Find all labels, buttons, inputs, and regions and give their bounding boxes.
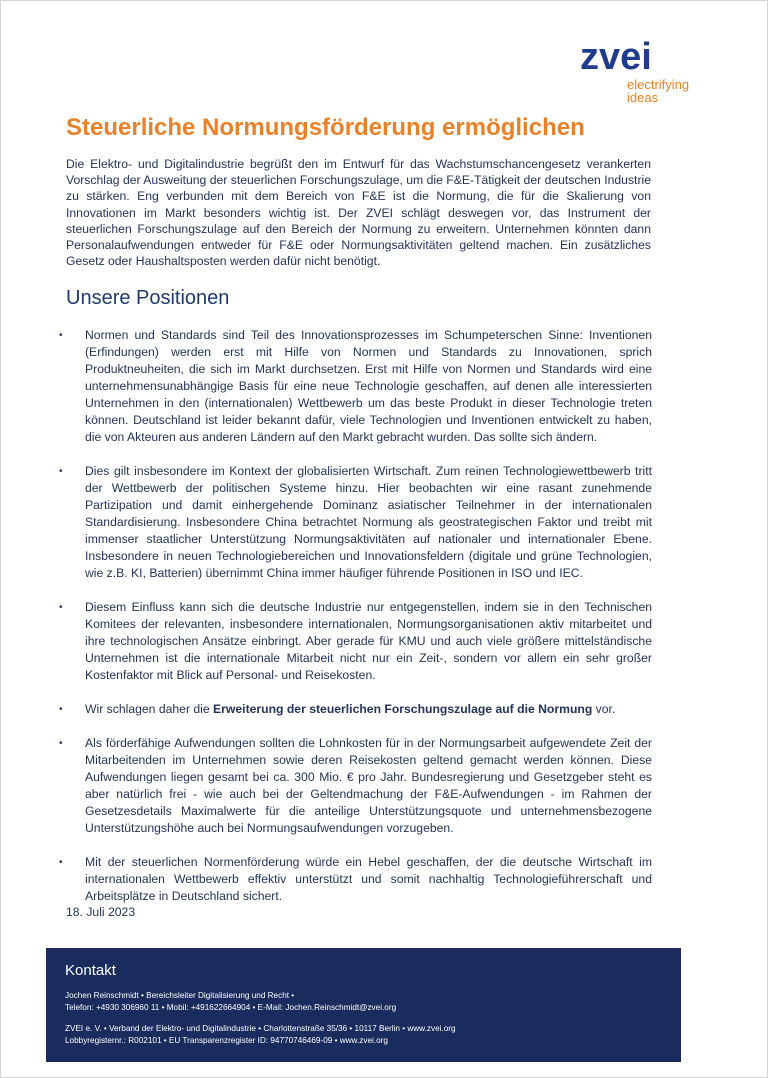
position-text: Diesem Einfluss kann sich die deutsche Industrie nur entgegenstellen, indem sie in den Technischen Komitees der relevanten, insbesondere internationalen, Normungsorganisationen aktiv mitarbeitet und ihre technologischen Ansätze einbringt. Aber gerade für KMU und auch viele größere mittelständische Unternehmen ist die internationale Mitarbeit nicht nur ein Zeit-, sondern vor allem ein sehr großer Kostenfaktor mit Blick auf Personal- und Reisekosten.: [85, 600, 652, 682]
position-item: [56, 854, 652, 905]
position-text: Als förderfähige Aufwendungen sollten die Lohnkosten für in der Normungsarbeit aufgewendete Zeit der Mitarbeitenden im Unternehmen sowie deren Reisekosten geltend gemacht werden können. Diese Aufwendungen liegen gesamt bei ca. 300 Mio. € pro Jahr. Bundesregierung und Gesetzgeber steht es aber natürlich frei - wie auch bei der Geltendmachung der F&E-Aufwendungen - im Rahmen der Gesetzesdetails Maximalwerte für die anteilige Unterstützungsquote und unternehmensbezogene Unterstützungshöhe auch bei Normungsaufwendungen vorzugeben.: [85, 736, 652, 835]
contact-person: Jochen Reinschmidt • Bereichsleiter Digitalisierung und Recht •: [65, 991, 295, 1000]
logo-wordmark: zvei: [580, 36, 652, 78]
position-text-bold: Erweiterung der steuerlichen Forschungszulage auf die Normung: [213, 702, 593, 716]
positions-list: [56, 327, 652, 922]
contact-title: Kontakt: [65, 962, 116, 979]
position-text: Normen und Standards sind Teil des Innovationsprozesses im Schumpeterschen Sinne: Inventionen (Erfindungen) werden erst mit Hilfe von Normen und Standards zu Innovationen, sprich Produktneuheiten, die sich im Markt durchsetzen. Erst mit Hilfe von Normen und Standards wird eine unternehmensunabhängige Basis für eine neue Technologie geschaffen, auf denen alle interessierten Unternehmen in den (internationalen) Wettbewerb um das beste Produkt in dieser Technologie treten können. Deutschland ist leider bekannt dafür, viele Technologien und Inventionen entwickelt zu haben, die von Akteuren aus anderen Ländern auf den Markt gebracht wurden. Das sollte sich ändern.: [85, 328, 652, 444]
bullet-icon: •: [59, 466, 63, 477]
contact-box: [46, 948, 681, 1062]
intro-paragraph: Die Elektro- und Digitalindustrie begrüßt den im Entwurf für das Wachstumschancengesetz verankerten Vorschlag der Ausweitung der steuerlichen Forschungszulage, um die F&E-Tätigkeit der deutschen Industrie zu stärken. Eng verbunden mit dem Bereich von F&E ist die Normung, die für die Skalierung von Innovationen im Markt besonders wichtig ist. Der ZVEI schlägt deswegen vor, das Instrument der steuerlichen Forschungszulage auf den Bereich der Normung zu erweitern. Unternehmen könnten dann Personalaufwendungen entweder für F&E oder Normungsaktivitäten geltend machen. Ein zusätzliches Gesetz oder Haushaltsposten werden dafür nicht benötigt.: [66, 157, 651, 269]
position-item: [56, 735, 652, 837]
position-text-pre: Wir schlagen daher die: [85, 702, 214, 716]
position-item: [56, 701, 652, 718]
position-item: [56, 327, 652, 446]
position-text: Mit der steuerlichen Normenförderung würde ein Hebel geschaffen, der die deutsche Wirtschaft im internationalen Wettbewerb effektiv unterstützt und somit nachhaltig Technologieführerschaft und Arbeitsplätze in Deutschland sichert.: [85, 855, 652, 903]
organization-address: ZVEI e. V. • Verband der Elektro- und Digitalindustrie • Charlottenstraße 35/36 • 10117 Berlin • www.zvei.org: [65, 1024, 456, 1033]
logo-tagline-line-2: ideas: [627, 90, 659, 105]
position-text: Dies gilt insbesondere im Kontext der globalisierten Wirtschaft. Zum reinen Technologiewettbewerb tritt der Wettbewerb der politischen Systeme hinzu. Hier beobachten wir eine rasant zunehmende Partizipation und damit einhergehende Dominanz asiatischer Teilnehmer in der internationalen Standardisierung. Insbesondere China betrachtet Normung als geostrategischen Faktor und treibt mit immenser staatlicher Unterstützung Normungsaktivitäten auf nationaler und internationaler Ebene. Insbesondere in neuen Technologiebereichen und Innovationsfeldern (digitale und grüne Technologien, wie z.B. KI, Batterien) übernimmt China immer häufiger führende Positionen in ISO und IEC.: [85, 464, 652, 580]
positions-heading: Unsere Positionen: [66, 287, 230, 309]
bullet-icon: •: [59, 602, 63, 613]
document-title: Steuerliche Normungsförderung ermöglichen: [66, 114, 585, 141]
position-item: [56, 599, 652, 684]
position-text-post: vor.: [592, 702, 616, 716]
logo-tagline-line-1: electrifying: [627, 77, 690, 92]
register-ids: Lobbyregisternr.: R002101 • EU Transparenzregister ID: 94770746469-09 • www.zvei.org: [65, 1036, 388, 1045]
contact-spacer: [65, 1014, 663, 1023]
document-date: 18. Juli 2023: [66, 905, 136, 919]
bullet-icon: •: [59, 330, 63, 341]
position-item: [56, 463, 652, 582]
bullet-icon: •: [59, 704, 63, 715]
bullet-icon: •: [59, 738, 63, 749]
bullet-icon: •: [59, 857, 63, 868]
contact-phone-email: Telefon: +4930 306960 11 • Mobil: +491622664904 • E-Mail: Jochen.Reinschmidt@zvei.org: [65, 1003, 397, 1012]
zvei-logo: [580, 38, 710, 104]
